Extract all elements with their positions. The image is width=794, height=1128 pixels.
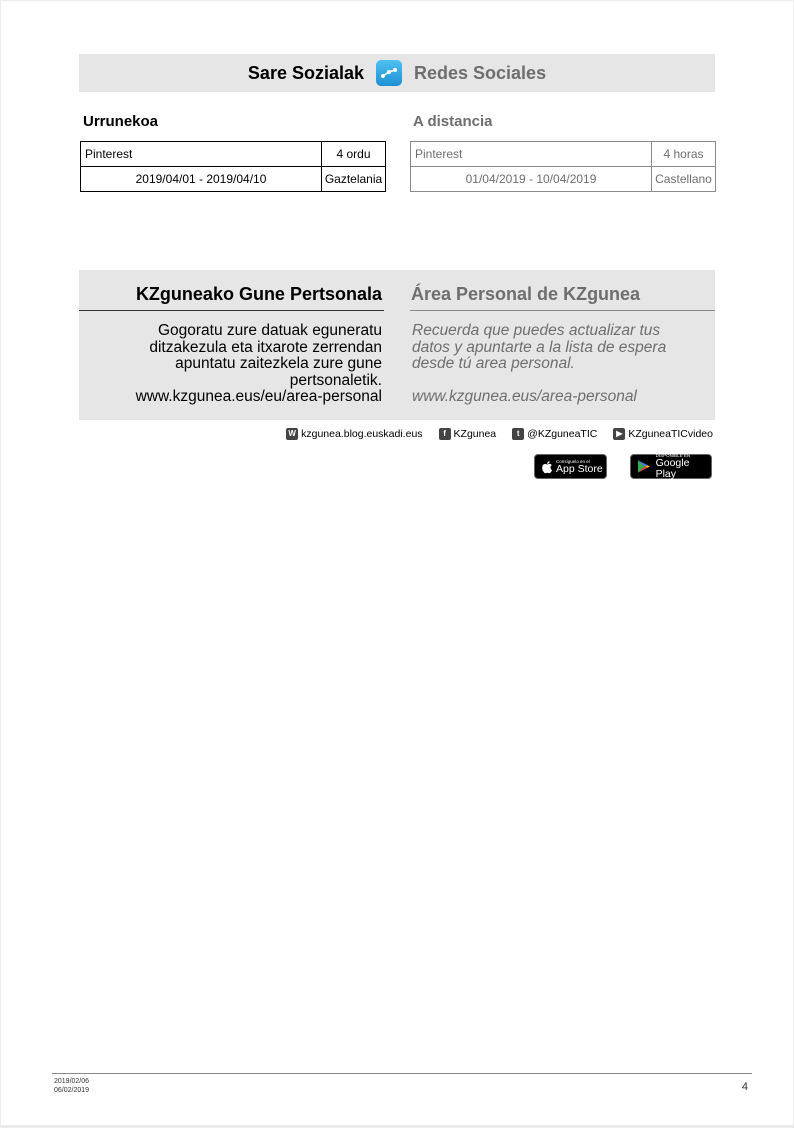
table-row [81, 167, 386, 192]
divider [410, 310, 715, 311]
section-header [79, 54, 715, 92]
page-number: 4 [741, 1081, 748, 1093]
footer-date-eu: 2019/02/06 [54, 1078, 90, 1085]
twitter-icon: t [512, 428, 524, 440]
youtube-icon: ▶ [613, 428, 625, 440]
course-table-es [410, 141, 716, 192]
footer-date-es: 06/02/2019 [54, 1087, 90, 1094]
google-play-icon [637, 459, 651, 474]
course-duration: 4 horas [652, 142, 716, 167]
course-heading-eu: Urrunekoa [83, 113, 159, 130]
social-youtube[interactable]: ▶ KZguneaTICvideo [613, 428, 713, 440]
social-network-icon [376, 60, 402, 86]
personal-area-title-eu: KZguneako Gune Pertsonala [135, 284, 382, 304]
section-title-es: Redes Sociales [414, 62, 547, 83]
table-row [411, 167, 716, 192]
app-store-badge[interactable]: Consíguelo en el App Store [534, 454, 607, 479]
social-facebook[interactable]: f KZgunea [439, 428, 497, 440]
social-twitter[interactable]: t @KZguneaTIC [512, 428, 597, 440]
social-links [200, 426, 713, 442]
footer-dates [54, 1077, 89, 1095]
personal-area-text-es: Recuerda que puedes actualizar tus datos y apuntarte a la lista de espera desde tú area personal. www.kzgunea.eus/area-personal [412, 323, 712, 406]
divider [79, 310, 384, 311]
course-dates: 2019/04/01 - 2019/04/10 [81, 167, 322, 192]
google-play-badge[interactable]: DISPONIBLE EN Google Play [630, 454, 712, 479]
blog-icon: W [286, 428, 298, 440]
section-title-eu: Sare Sozialak [247, 62, 364, 83]
table-row [81, 142, 386, 167]
personal-area-text-eu: Gogoratu zure datuak eguneratu ditzakezula eta itxarote zerrendan apuntatu zaitezkela zure gune pertsonaletik. www.kzgunea.eus/eu/area-personal [100, 323, 382, 406]
apple-icon [541, 460, 553, 474]
course-name: Pinterest [411, 142, 652, 167]
personal-area-link-eu[interactable]: www.kzgunea.eus/eu/area-personal [135, 388, 382, 405]
course-dates: 01/04/2019 - 10/04/2019 [411, 167, 652, 192]
course-table-eu [80, 141, 386, 192]
course-language: Castellano [652, 167, 716, 192]
facebook-icon: f [439, 428, 451, 440]
course-name: Pinterest [81, 142, 322, 167]
course-heading-es: A distancia [413, 113, 493, 130]
course-duration: 4 ordu [322, 142, 386, 167]
social-blog[interactable]: W kzgunea.blog.euskadi.eus [286, 428, 422, 440]
personal-area-title-es: Área Personal de KZgunea [411, 284, 641, 304]
personal-area-link-es[interactable]: www.kzgunea.eus/area-personal [412, 388, 637, 405]
footer-divider [52, 1073, 752, 1074]
table-row [411, 142, 716, 167]
course-language: Gaztelania [322, 167, 386, 192]
